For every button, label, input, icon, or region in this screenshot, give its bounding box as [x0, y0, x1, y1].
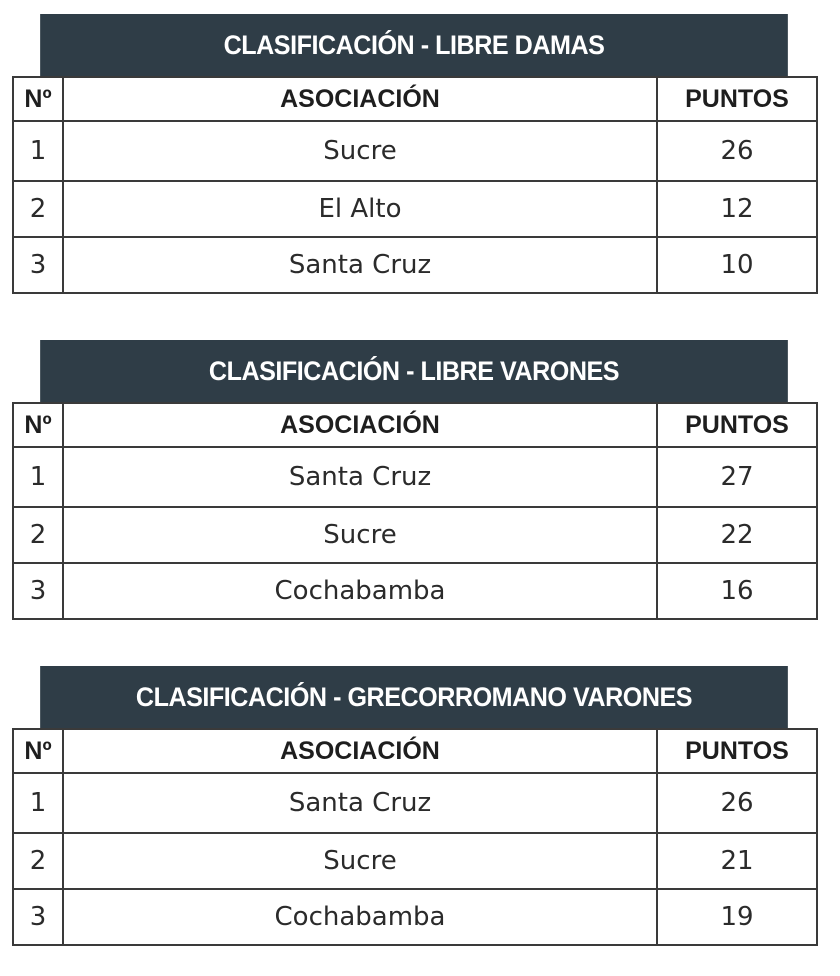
standings-grid: [12, 728, 818, 946]
association-header: ASOCIACIÓN: [63, 403, 657, 447]
table-row: [13, 447, 817, 507]
rank-cell: 3: [13, 237, 63, 293]
table-row: [13, 237, 817, 293]
rank-cell: 2: [13, 833, 63, 889]
points-header: PUNTOS: [657, 77, 817, 121]
rank-cell: 1: [13, 773, 63, 833]
table-row: [13, 889, 817, 945]
header-row: [13, 77, 817, 121]
association-cell: Sucre: [63, 833, 657, 889]
table-row: [13, 507, 817, 563]
rank-cell: 3: [13, 563, 63, 619]
rank-cell: 2: [13, 181, 63, 237]
table-title: CLASIFICACIÓN - GRECORROMANO VARONES: [40, 666, 788, 728]
association-cell: Cochabamba: [63, 563, 657, 619]
points-cell: 26: [657, 121, 817, 181]
standings-grid: [12, 76, 818, 294]
table-row: [13, 563, 817, 619]
association-cell: Cochabamba: [63, 889, 657, 945]
table-row: [13, 181, 817, 237]
rank-header: Nº: [13, 729, 63, 773]
points-cell: 22: [657, 507, 817, 563]
table-row: [13, 833, 817, 889]
points-cell: 16: [657, 563, 817, 619]
rank-cell: 1: [13, 121, 63, 181]
rank-header: Nº: [13, 403, 63, 447]
association-cell: Santa Cruz: [63, 237, 657, 293]
points-cell: 21: [657, 833, 817, 889]
rank-cell: 2: [13, 507, 63, 563]
header-row: [13, 729, 817, 773]
points-cell: 19: [657, 889, 817, 945]
table-row: [13, 121, 817, 181]
points-header: PUNTOS: [657, 403, 817, 447]
association-cell: Sucre: [63, 507, 657, 563]
points-header: PUNTOS: [657, 729, 817, 773]
points-cell: 26: [657, 773, 817, 833]
standings-table-libre-varones: [12, 340, 816, 620]
rank-header: Nº: [13, 77, 63, 121]
association-cell: El Alto: [63, 181, 657, 237]
standings-grid: [12, 402, 818, 620]
association-cell: Santa Cruz: [63, 447, 657, 507]
rank-cell: 1: [13, 447, 63, 507]
association-cell: Santa Cruz: [63, 773, 657, 833]
association-header: ASOCIACIÓN: [63, 729, 657, 773]
table-title: CLASIFICACIÓN - LIBRE DAMAS: [40, 14, 788, 76]
association-header: ASOCIACIÓN: [63, 77, 657, 121]
table-row: [13, 773, 817, 833]
standings-table-grecorromano-varones: [12, 666, 816, 946]
points-cell: 10: [657, 237, 817, 293]
standings-table-libre-damas: [12, 14, 816, 294]
association-cell: Sucre: [63, 121, 657, 181]
header-row: [13, 403, 817, 447]
table-title: CLASIFICACIÓN - LIBRE VARONES: [40, 340, 788, 402]
points-cell: 27: [657, 447, 817, 507]
rank-cell: 3: [13, 889, 63, 945]
points-cell: 12: [657, 181, 817, 237]
